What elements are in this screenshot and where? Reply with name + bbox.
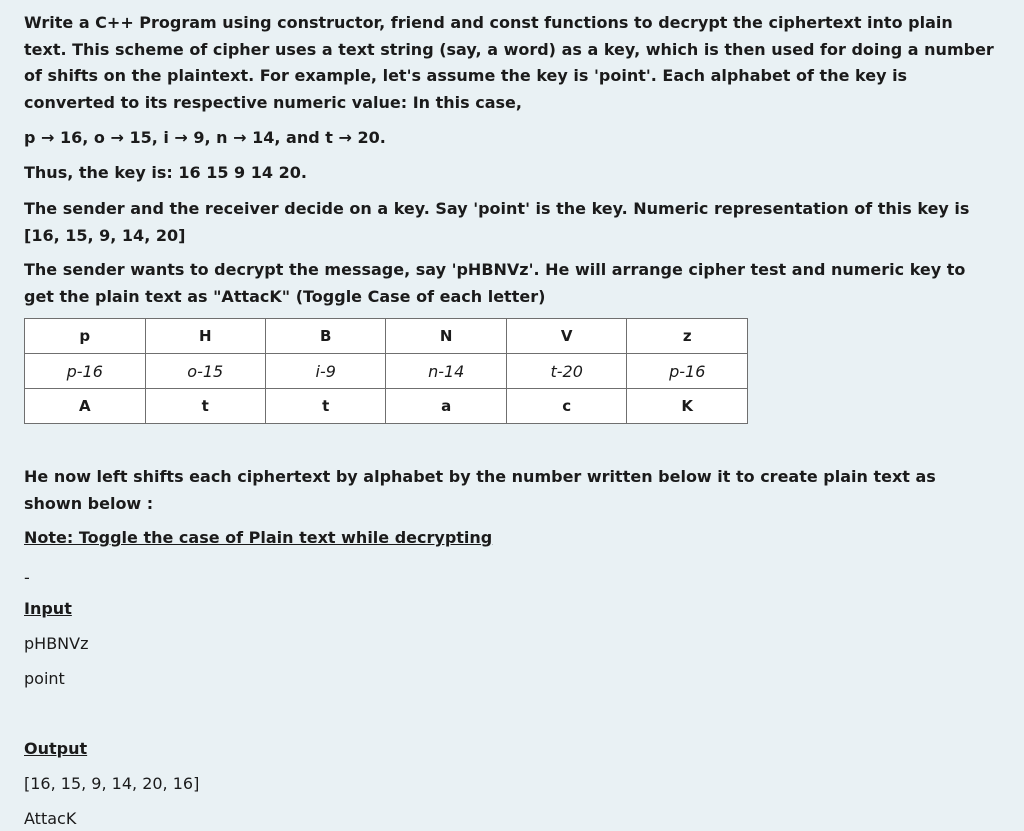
cipher-row xyxy=(25,319,748,354)
cipher-cell: N xyxy=(386,319,507,354)
sender-key-paragraph: The sender and the receiver decide on a key. Say 'point' is the key. Numeric representation of this key is [16, 15, 9, 14, 20] xyxy=(24,199,970,245)
plain-cell: A xyxy=(25,389,146,424)
key-line: Thus, the key is: 16 15 9 14 20. xyxy=(24,163,307,182)
key-row xyxy=(25,354,748,389)
plain-cell: t xyxy=(145,389,266,424)
cipher-cell: p xyxy=(25,319,146,354)
plain-cell: a xyxy=(386,389,507,424)
cipher-cell: B xyxy=(266,319,386,354)
key-cell: n-14 xyxy=(386,354,507,389)
plain-cell: c xyxy=(506,389,627,424)
cipher-cell: z xyxy=(627,319,748,354)
output-numeric-key: [16, 15, 9, 14, 20, 16] xyxy=(24,774,200,793)
input-key: point xyxy=(24,669,65,688)
shift-note-paragraph: He now left shifts each ciphertext by alphabet by the number written below it to create plain text as shown below : xyxy=(24,467,936,513)
cipher-cell: V xyxy=(506,319,627,354)
key-cell: i-9 xyxy=(266,354,386,389)
input-ciphertext: pHBNVz xyxy=(24,634,89,653)
plain-row xyxy=(25,389,748,424)
cipher-table xyxy=(24,318,748,424)
intro-paragraph: Write a C++ Program using constructor, friend and const functions to decrypt the ciphertext into plain text. This scheme of cipher uses a text string (say, a word) as a key, which is then used for doing a number of shifts on the plaintext. For example, let's assume the key is 'point'. Each alphabet of the key is converted to its respective numeric value: In this case, xyxy=(24,13,994,112)
key-cell: p-16 xyxy=(627,354,748,389)
key-cell: p-16 xyxy=(25,354,146,389)
key-cell: t-20 xyxy=(506,354,627,389)
input-heading: Input xyxy=(24,599,72,618)
output-heading: Output xyxy=(24,739,88,758)
key-cell: o-15 xyxy=(145,354,266,389)
cipher-cell: H xyxy=(145,319,266,354)
decrypt-note: Note: Toggle the case of Plain text while decrypting xyxy=(24,528,493,547)
plain-cell: t xyxy=(266,389,386,424)
sender-message-paragraph: The sender wants to decrypt the message, say 'pHBNVz'. He will arrange cipher test and numeric key to get the plain text as "AttacK" (Toggle Case of each letter) xyxy=(24,260,966,306)
plain-cell: K xyxy=(627,389,748,424)
key-mapping: p → 16, o → 15, i → 9, n → 14, and t → 20. xyxy=(24,128,386,147)
dash-separator: - xyxy=(24,568,30,587)
output-plaintext: AttacK xyxy=(24,809,77,828)
